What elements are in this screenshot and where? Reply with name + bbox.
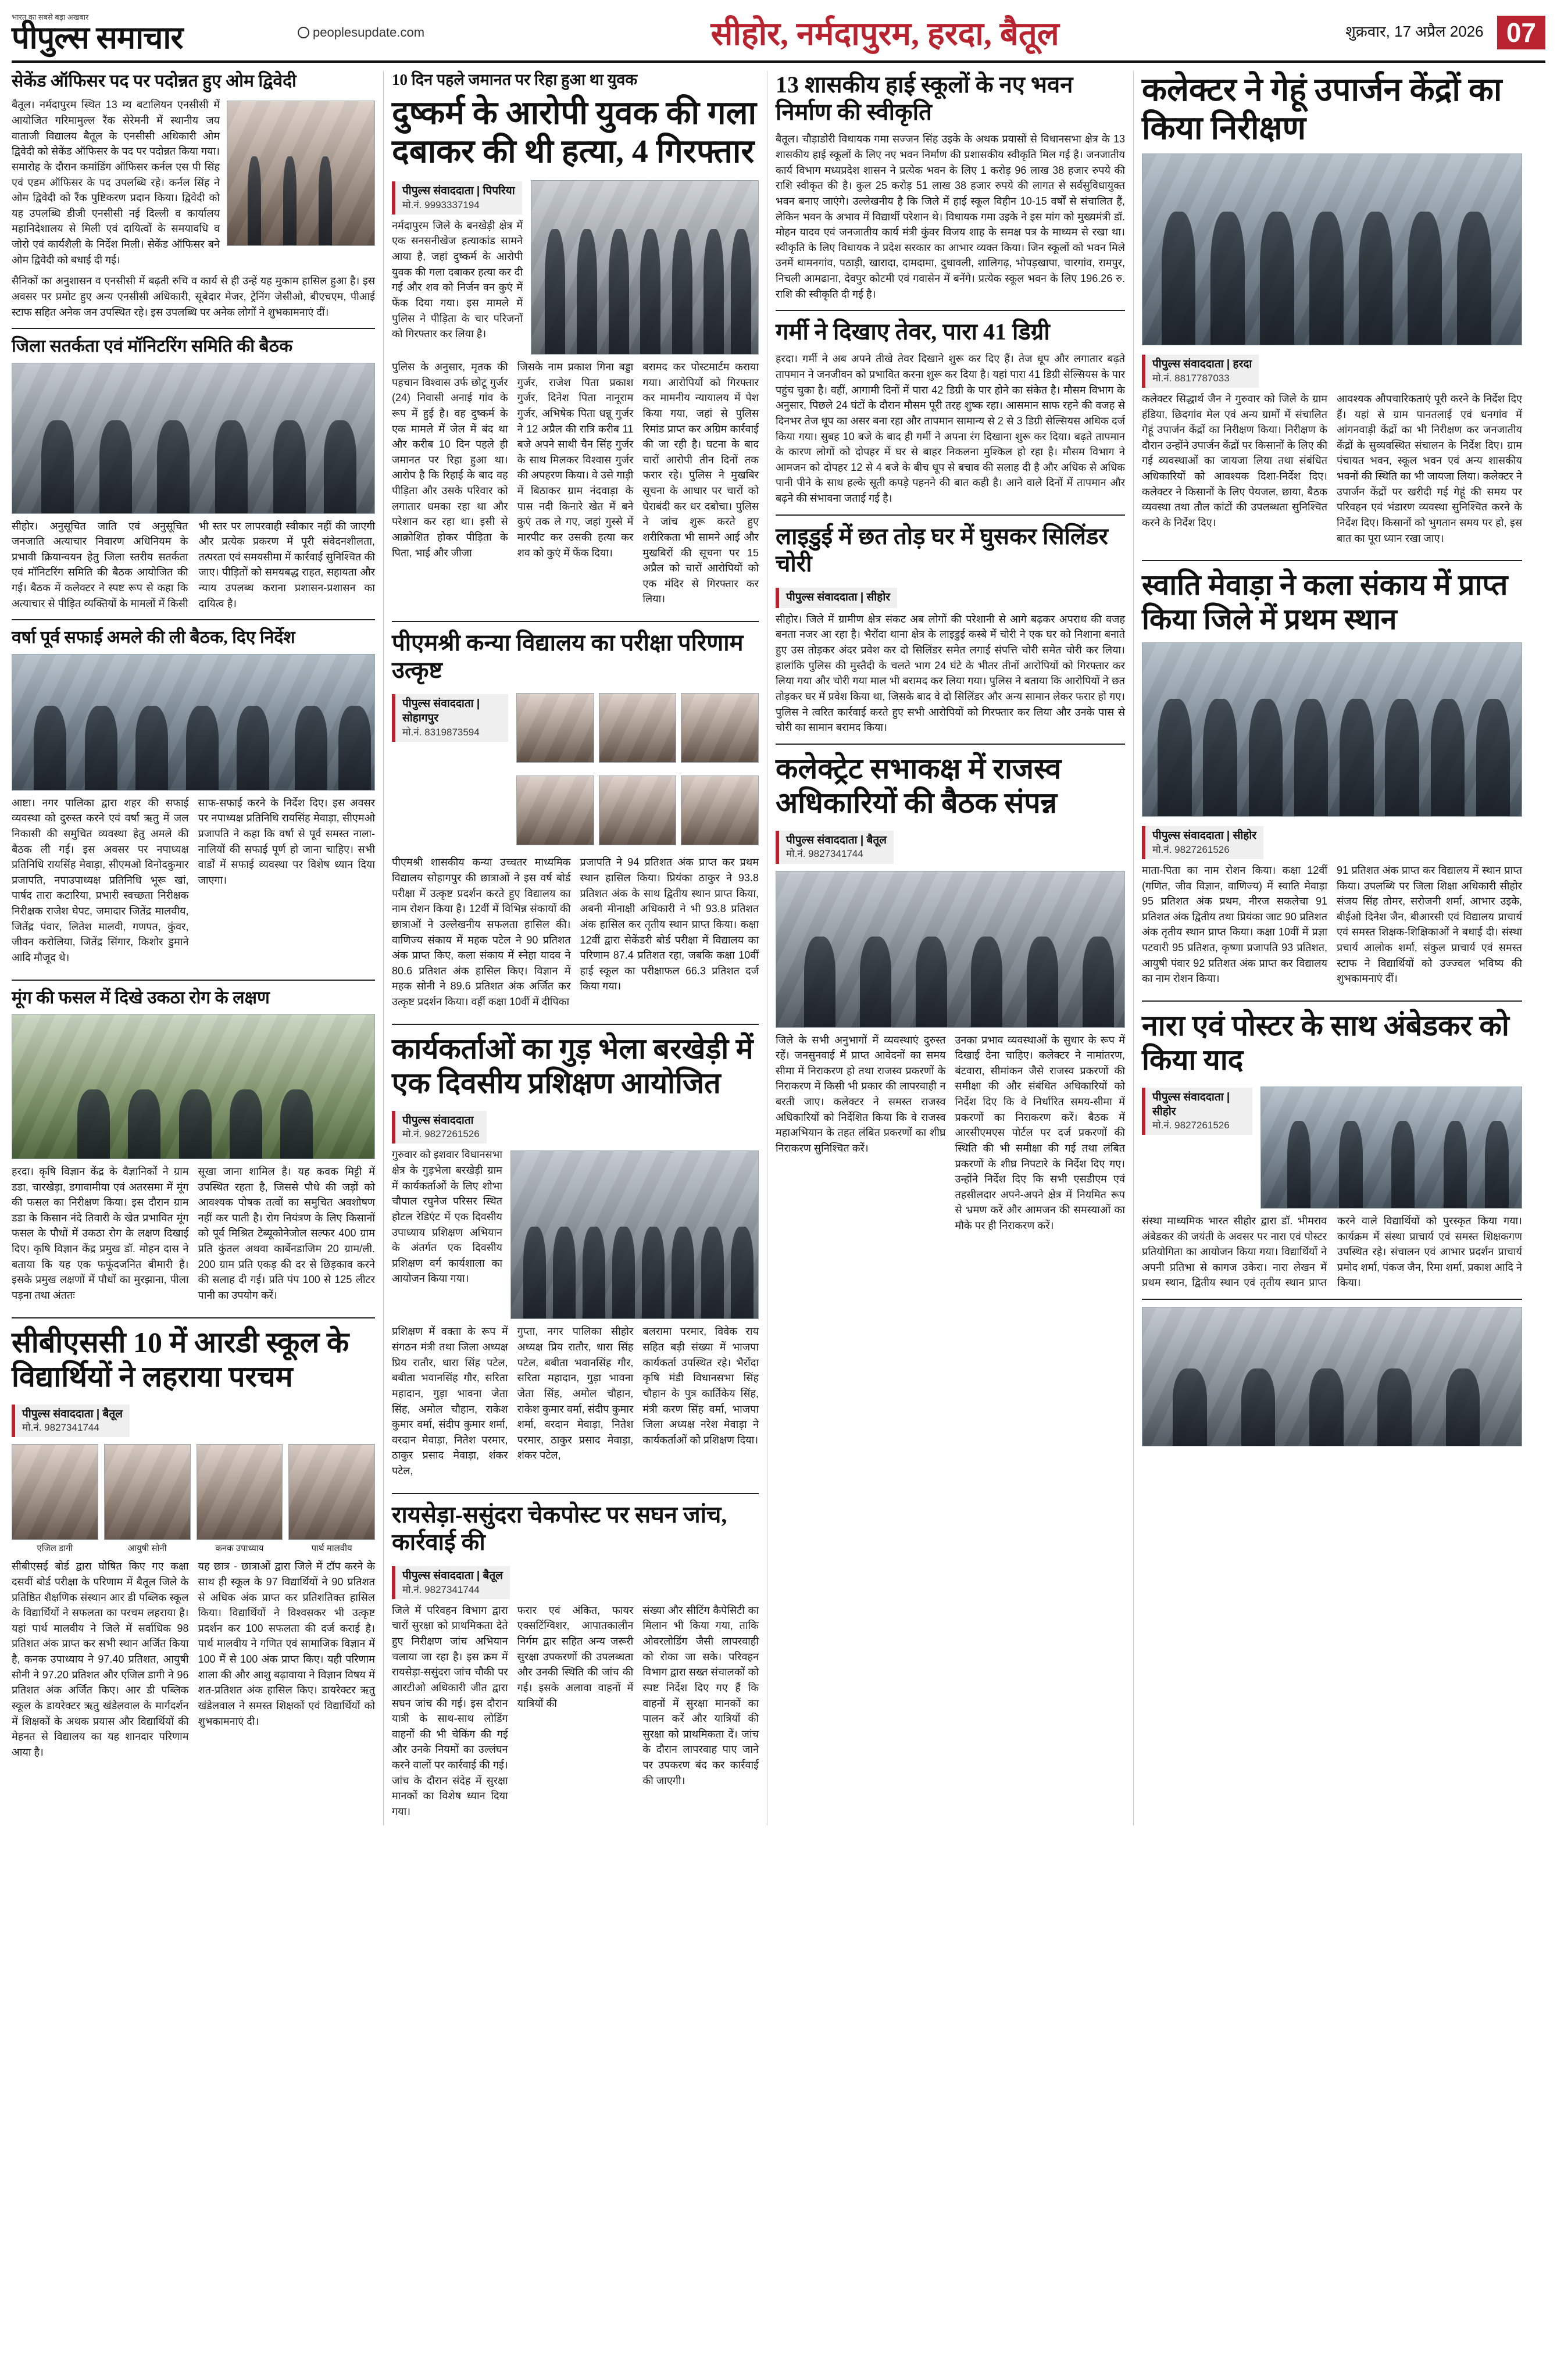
photo-figures bbox=[227, 156, 374, 246]
article-body-2: आवश्यक औपचारिकताएं पूरी करने के निर्देश दिए हैं। यहां से ग्राम पानतलाई एवं धनगांव में आंगनवाड़ी केंद्रों का भी निरीक्षण कर जनजातीय केंद्रों के सुव्यवस्थित संचालन के निर्देश दिए। ग्राम पंचायत भवन, स्कूल भवन एवं अन्य शासकीय भवनों की स्थिति का भी जायजा लिया। कलेक्टर ने उपार्जन केंद्रों पर खरीदी गई गेहूं की समय पर परिवहन एवं भंडारण व्यवस्था सुनिश्चित करने के निर्देश दिए। किसानों को भुगतान समय पर हो, इस बात का पूरा ध्यान रखा जाए। bbox=[1337, 392, 1522, 544]
headline: लाइडुई में छत तोड़ घर में घुसकर सिलिंडर चोरी bbox=[776, 523, 1108, 577]
article-body: सीहोर। अनुसूचित जाति एवं अनुसूचित जनजाति अत्याचार निवारण अधिनियम के प्रभावी क्रियान्वयन हेतु जिला स्तरीय सतर्कता एवं मॉनिटरिंग समिति की बैठक आयोजित की गई। बैठक में कलेक्टर ने स्पष्ट रूप से कहा कि अत्याचार से पीड़ित व्यक्तियों के मामलों में किसी भी स्तर पर लापरवाही स्वीकार नहीं की जाएगी और प्रत्येक प्रकरण में पूरी संवेदनशीलता, तत्परता एवं समयसीमा में कार्रवाई सुनिश्चित की जाए। पीड़ितों को समयबद्ध राहत, सहायता और न्याय उपलब्ध कराना प्रशासन-प्रशासन का दायित्व है। bbox=[12, 520, 375, 609]
article-body-2: उनका प्रभाव व्यवस्थाओं के सुधार के रूप में दिखाई देना चाहिए। कलेक्टर ने नामांतरण, बंटवारा, सीमांकन जैसे राजस्व प्रकरणों की समीक्षा की और संबंधित अधिकारियों को निर्देश दिए कि वे निर्धारित समय-सीमा में प्रकरणों का निराकरण करें। बैठक में आरसीएमएस पोर्टल पर दर्ज प्रकरणों की स्थिति की भी समीक्षा की गई तथा लंबित प्रकरणों के शीघ्र निपटारे के निर्देश दिए गए। उन्होंने निर्देश दिए कि सभी एसडीएम एवं तहसीलदार अपने-अपने क्षेत्र में नियमित रूप से भ्रमण करें और आमजन की समस्याओं का मौके पर ही निराकरण करें। bbox=[955, 1034, 1125, 1232]
site-url[interactable] bbox=[298, 25, 424, 40]
divider bbox=[12, 980, 375, 981]
byline bbox=[12, 1405, 130, 1438]
article-photo bbox=[510, 1150, 759, 1319]
article-body-2: 91 प्रतिशत अंक प्राप्त कर विद्यालय में स्थान प्राप्त किया। उपलब्धि पर जिला शिक्षा अधिकारी सीहोर संजय सिंह तोमर, सरोजनी शर्मा, आभार उइके, बीईओ दिनेश जैन, बीआरसी एवं विद्यालय प्राचार्य एवं समस्त शिक्षक-शिक्षिकाओं ने बधाई दी। संस्था प्रचार्य आलोक शर्मा, संकुल प्राचार्य एवं समस्त स्टाफ ने विद्यार्थियों को उज्ज्वल भविष्य की शुभकामनाएं दीं। bbox=[1337, 864, 1522, 985]
byline bbox=[1142, 355, 1259, 388]
photo-figures bbox=[1142, 699, 1522, 817]
headline: कलेक्टर ने गेहूं उपार्जन केंद्रों का किया निरीक्षण bbox=[1142, 72, 1502, 147]
article-school-buildings bbox=[776, 71, 1125, 302]
headline: गर्मी ने दिखाए तेवर, पारा 41 डिग्री bbox=[776, 319, 1050, 345]
article-revenue-officers-meeting bbox=[776, 752, 1125, 1239]
article-body: कलेक्टर सिद्धार्थ जैन ने गुरुवार को जिले के ग्राम हंडिया, छिदगांव मेल एवं अन्य ग्रामों में संचालित गेहूं उपार्जन केंद्रों का निरीक्षण किया। निरीक्षण के दौरान उन्होंने उपार्जन केंद्रों पर किसानों के लिए की गई व्यवस्थाओं का जायजा लिया तथा संबंधित अधिकारियों को आवश्यक दिशा-निर्देश दिए। कलेक्टर ने किसानों के लिए पेयजल, छाया, बैठक व्यवस्था तथा तौल कांटों की उपलब्धता सुनिश्चित करने के निर्देश दिए। bbox=[1142, 392, 1327, 528]
student-photo bbox=[104, 1444, 191, 1540]
byline bbox=[392, 1111, 487, 1144]
article-body-2: प्रजापति ने 94 प्रतिशत अंक प्राप्त कर प्रथम स्थान हासिल किया। प्रियंका ठाकुर ने 93.8 प्रतिशत अंक के साथ द्वितीय स्थान प्राप्त किया, अबनी मीनाक्षी अधिकारी ने भी 93.8 प्रतिशत अंक हासिल कर तृतीय स्थान प्राप्त किया। कक्षा 12वीं द्वारा सेकेंडरी बोर्ड परीक्षा में विद्यालय का परिणाम 87.4 प्रतिशत रहा, जबकि कक्षा 10वीं हाई स्कूल का परीक्षाफल 66.3 प्रतिशत दर्ज किया गया। bbox=[580, 856, 759, 992]
article-checkpost-inspection bbox=[392, 1501, 759, 1825]
logo-tagline: भारत का सबसे बड़ा अखबार bbox=[12, 13, 89, 22]
divider bbox=[12, 619, 375, 620]
photo-figures bbox=[776, 937, 1124, 1027]
article-photo bbox=[12, 654, 375, 791]
byline-mobile: मो.नं. 9827341744 bbox=[402, 1584, 480, 1595]
headline: स्वाति मेवाड़ा ने कला संकाय में प्राप्त किया जिले में प्रथम स्थान bbox=[1142, 569, 1508, 636]
byline-mobile: मो.नं. 9827261526 bbox=[1152, 1120, 1230, 1131]
kicker: 10 दिन पहले जमानत पर रिहा हुआ था युवक bbox=[392, 71, 638, 88]
byline bbox=[1142, 826, 1263, 859]
divider bbox=[12, 1317, 375, 1318]
article-photo bbox=[531, 180, 759, 355]
publish-date: शुक्रवार, 17 अप्रैल 2026 bbox=[1345, 22, 1484, 40]
byline-text: पीपुल्स संवाददाता | सीहोर bbox=[1152, 1091, 1230, 1118]
student-photo bbox=[681, 776, 759, 845]
article-cbse-rd-school bbox=[12, 1325, 375, 1766]
article-moong-crop bbox=[12, 988, 375, 1309]
byline-text: पीपुल्स संवाददाता | बैतूल bbox=[22, 1407, 123, 1420]
student-name: पार्थ मालवीय bbox=[311, 1543, 352, 1554]
byline-mobile: मो.नं. 9993337194 bbox=[402, 199, 480, 210]
article-heatwave bbox=[776, 318, 1125, 506]
article-photo bbox=[1142, 642, 1522, 817]
globe-icon bbox=[298, 27, 309, 38]
article-body-3: संख्या और सीटिंग कैपेसिटी का मिलान भी किया गया, ताकि ओवरलोडिंग जैसी लापरवाही को रोका जा सके। परिवहन विभाग द्वारा सख्त संचालकों को स्पष्ट निर्देश दिए गए हैं कि वाहनों में सुरक्षा मानकों का पालन करें और यात्रियों की सुरक्षा को प्राथमिकता दें। जांच के दौरान लापरवाह पाए जाने पर उपकरण बंद कर कार्रवाई की जाएगी। bbox=[642, 1604, 759, 1786]
article-body-3: गुप्ता, नगर पालिका सीहोर अध्यक्ष प्रिय रातौर, धारा सिंह पटेल, बबीता भवानसिंह गौर, सरिता महादान, गुड़ा भावना जेता सिंह, अमोल चौहान, राकेश कुमार वर्मा, संदीप कुमार शर्मा, वरदान मेवाड़ा, नितेश परमार, ठाकुर प्रसाद मेवाड़ा, शंकर पटेल, bbox=[517, 1325, 634, 1461]
article-body: जिले के सभी अनुभागों में व्यवस्थाएं दुरुस्त रहें। जनसुनवाई में प्राप्त आवेदनों का समय सीमा में निराकरण हो तथा राजस्व प्रकरणों के निराकरण में किसी भी प्रकार की लापरवाही न बरती जाए। कलेक्टर ने समस्त राजस्व अधिकारियों को निर्देशित किया कि वे राजस्व महाअभियान के तहत लंबित प्रकरणों का शीघ्र निराकरण सुनिश्चित करें। bbox=[776, 1034, 946, 1154]
byline bbox=[776, 831, 894, 864]
article-cleaning-meeting bbox=[12, 627, 375, 971]
byline-mobile: मो.नं. 9827261526 bbox=[402, 1128, 480, 1140]
headline: सीबीएससी 10 में आरडी स्कूल के विद्यार्थियों ने लहराया परचम bbox=[12, 1325, 349, 1393]
byline-mobile: मो.नं. 8817787033 bbox=[1152, 372, 1230, 384]
article-second-officer bbox=[12, 71, 375, 320]
byline bbox=[1142, 1088, 1252, 1135]
article-photo bbox=[12, 363, 375, 514]
byline-text: पीपुल्स संवाददाता | हरदा bbox=[1152, 358, 1252, 371]
edition-title: सीहोर, नर्मदापुरम, हरदा, बैतूल bbox=[710, 16, 1059, 52]
article-murder-case bbox=[392, 71, 759, 613]
byline-text: पीपुल्स संवाददाता | सीहोर bbox=[786, 591, 891, 604]
article-swati-mewada-topper bbox=[1142, 568, 1522, 992]
student-photo bbox=[288, 1444, 375, 1540]
article-body: सीबीएसई बोर्ड द्वारा घोषित किए गए कक्षा दसवीं बोर्ड परीक्षा के परिणाम में बैतूल जिले के प्रतिष्ठित शैक्षणिक संस्थान आर डी पब्लिक स्कूल के विद्यार्थियों ने सफलता का परचम लहराया है। यहां पार्थ मालवीय ने जिले में सर्वाधिक 98 प्रतिशत अंक प्राप्त कर सभी स्थान अर्जित किया है, कनक उपाध्याय ने 97.40 प्रतिशत, आयुषी सोनी ने 97.20 प्रतिशत और एजिल डागी ने 96 प्रतिशत अंक अर्जित किए। आर डी पब्लिक स्कूल के डायरेक्टर ऋतु खंडेलवाल के मार्गदर्शन में शिक्षकों के अथक प्रयास और विद्यार्थियों की मेहनत से विद्यालय का यह शानदार परिणाम आया है। bbox=[12, 1560, 189, 1758]
article-body-3: जिसके नाम प्रकाश गिना बड्डा गुर्जर, राजेश पिता प्रकाश गुर्जर, दिनेश पिता नानूराम गुर्जर, अभिषेक पिता धन्नू गुर्जर ने 12 अप्रैल की रात्रि करीब 11 बजे अपने साथी चैन सिंह गुर्जर के साथ मिलकर विश्वास गुर्जर की अपहरण किया। वे उसे गाड़ी में बिठाकर ग्राम नंदवाड़ा के पास नदी किनारे खेत में बने कुएं तक ले गए, जहां गुस्से में मारपीट कर उसकी हत्या कर शव को कुएं में फेंक दिया। bbox=[517, 361, 634, 559]
headline: 13 शासकीय हाई स्कूलों के नए भवन निर्माण की स्वीकृति bbox=[776, 72, 1073, 126]
divider bbox=[1142, 1000, 1522, 1002]
byline-mobile: मो.नं. 8319873594 bbox=[402, 726, 480, 738]
photo-figures bbox=[531, 229, 758, 354]
column-2 bbox=[384, 71, 767, 1825]
article-body-2: प्रशिक्षण में वक्ता के रूप में संगठन मंत्री तथा जिला अध्यक्ष प्रिय रातौर, धारा सिंह पटेल, बबीता भवानसिंह गौर, सरिता महादान, गुड़ा भावना जेता सिंह, अमोल चौहान, राकेश कुमार वर्मा, संदीप कुमार शर्मा, वरदान मेवाड़ा, नितेश परमार, ठाकुर प्रसाद मेवाड़ा, शंकर पटेल, bbox=[392, 1325, 508, 1477]
photo-figures bbox=[1142, 1368, 1522, 1446]
divider bbox=[776, 514, 1125, 516]
site-url-text: peoplesupdate.com bbox=[313, 25, 425, 40]
byline-mobile: मो.नं. 9827341744 bbox=[786, 848, 863, 860]
byline bbox=[392, 1566, 510, 1599]
date-block bbox=[1345, 16, 1545, 49]
column-4 bbox=[1134, 71, 1522, 1825]
masthead bbox=[12, 10, 1545, 63]
student-name: आयुषी सोनी bbox=[127, 1543, 167, 1554]
content-grid bbox=[12, 71, 1545, 1825]
divider bbox=[1142, 560, 1522, 561]
page-number: 07 bbox=[1497, 16, 1545, 49]
article-body: माता-पिता का नाम रोशन किया। कक्षा 12वीं (गणित, जीव विज्ञान, वाणिज्य) में स्वाति मेवाड़ा 95 प्रतिशत अंक प्रथम, नीरज सकलेचा 91 प्रतिशत अंक द्वितीय तथा प्रियंका जाट 90 प्रतिशत अंक तृतीय स्थान प्राप्त किया। कक्षा 10वीं में प्रज्ञा पटवारी 95 प्रतिशत, कृष्णा प्रजापति 93 प्रतिशत, आयुषी पंवार 92 प्रतिशत अंक प्राप्त कर विद्यालय का नाम रोशन किया। bbox=[1142, 864, 1327, 985]
headline: मूंग की फसल में दिखे उकठा रोग के लक्षण bbox=[12, 988, 270, 1007]
article-photo bbox=[1260, 1087, 1522, 1209]
divider bbox=[392, 621, 759, 622]
headline: कार्यकर्ताओं का गुड़ भेला बरखेड़ी में एक दिवसीय प्रशिक्षण आयोजित bbox=[392, 1032, 753, 1099]
byline bbox=[392, 694, 508, 741]
byline-mobile: मो.नं. 9827261526 bbox=[1152, 844, 1230, 855]
article-collector-wheat-centers bbox=[1142, 71, 1522, 552]
student-photo bbox=[681, 693, 759, 763]
article-body: बैतूल। नर्मदापुरम स्थित 13 म्य बटालियन एनसीसी में आयोजित गरिमामुल्ल रैंक सेरेमनी में स्थानीय जय वाताजी विद्यालय बैतूल के एनसीसी अधिकारी ओम द्विवेदी को सेकेंड ऑफिसर के पद पर पदोन्नत किया गया। समारोह के दौरान कमांडिंग ऑफिसर कर्नल एस पी सिंह एवं एडम ऑफिसर के पद उपलब्धि रहे। कर्नल सिंह ने ओम द्विवेदी को रैंक पुष्टिकरण प्रदान किया। द्विवेदी को यह उपलब्धि डीजी एनसीसी नई दिल्ली व कार्यालय महानिदेशालय से मिली एवं दायित्वों के समयावधि व जोरो एवं कार्यशैली के निर्देश मिली। सेकेंड ऑफिसर बने ओम द्विवेदी को बधाई दी गई। bbox=[12, 99, 220, 266]
article-body: आष्टा। नगर पालिका द्वारा शहर की सफाई व्यवस्था को दुरुस्त करने एवं वर्षा ऋतु में जल निकासी की समुचित व्यवस्था हेतु अमले की बैठक ली गई। इस अवसर पर नपाध्यक्ष प्रतिनिधि रायसिंह मेवाड़ा, सीएमओ विनोदकुमार प्रजापति, नपाउपाध्यक्ष प्रतिनिधि भूरू खां, पार्षद तारा कटारिया, प्रभारी स्वच्छता निरीक्षक निरीक्षक राजेश घेपट, जमादार जितेंद्र मालवीय, जितेंद्र पंवार, लितेश मालवी, गणपत, कुंवर, जीवन करोलिया, जितेंद्र सिंगार, किशोर डुमाने आदि मौजूद थे। bbox=[12, 796, 189, 963]
byline-text: पीपुल्स संवाददाता | बैतूल bbox=[402, 1570, 503, 1582]
article-cylinder-theft bbox=[776, 523, 1125, 735]
article-photo bbox=[12, 1014, 375, 1159]
article-body: हरदा। गर्मी ने अब अपने तीखे तेवर दिखाने शुरू कर दिए हैं। तेज धूप और लगातार बढ़ते तापमान ने जनजीवन को प्रभावित करना शुरू कर दिया है। यहां पारा 41 डिग्री सेल्सियस के पार पहुंच चुका है। वहीं, आगामी दिनों में पारा 42 डिग्री के पार होने का संकेत है। मौसम विभाग के अनुसार, पिछले 24 घंटों के दौरान मौसम पूरी तरह शुष्क रहा। आसमान साफ रहने की वजह से दिनभर तेज धूप का असर बना रहा और तापमान सामान्य से 2 से 3 डिग्री सेल्सियस अधिक दर्ज किया गया। सुबह 10 बजे के बाद ही गर्मी ने अपना रंग दिखाना शुरू कर दिया। बढ़ते तापमान के कारण लोगों को दोपहर में घर से बाहर निकलना मुश्किल हो रहा है। मौसम विभाग ने आमजन को दोपहर 12 से 4 बजे के बीच धूप से बचाव की सलाह दी है और अधिक से अधिक पानी पीने के साथ हल्के सूती कपड़े पहनने की बात कही है। आने वाले दिनों में तापमान और बढ़ने की संभावना जताई गई है। bbox=[776, 353, 1125, 505]
logo-title: पीपुल्स समाचार bbox=[12, 20, 183, 55]
article-body-2: पुलिस के अनुसार, मृतक की पहचान विश्वास उर्फ छोटू गुर्जर (24) निवासी अनाई गांव के रूप में हुई है। वह दुष्कर्म के एक मामले में जेल में बंद था और करीब 10 दिन पहले ही जमानत पर रिहा हुआ था। आरोप है कि रिहाई के बाद वह पीड़िता और उसके परिवार को लगातार धमका रहा था और परेशान कर रहा था। इसी से आक्रोशित होकर पीड़िता के पिता, भाई और जीजा bbox=[392, 361, 508, 559]
photo-figures bbox=[12, 706, 374, 789]
article-pmshri-girls-school bbox=[392, 629, 759, 1016]
student-name: कनक उपाध्याय bbox=[215, 1543, 264, 1554]
byline-text: पीपुल्स संवाददाता | पिपरिया bbox=[402, 185, 515, 198]
article-vigilance-meeting bbox=[12, 336, 375, 611]
photo-figures bbox=[12, 1089, 374, 1159]
headline: दुष्कर्म के आरोपी युवक की गला दबाकर की थी हत्या, 4 गिरफ्तार bbox=[392, 95, 756, 170]
article-body: बैतूल। चौड़ाडोरी विधायक गमा सज्जन सिंह उइके के अथक प्रयासों से विधानसभा क्षेत्र के 13 शासकीय हाई स्कूलों के लिए नए भवन निर्माण की प्रशासकीय स्वीकृति मिल गई है। जनजातीय कार्य विभाग मध्यप्रदेश शासन ने प्रत्येक भवन के लिए 1 करोड़ 96 लाख 38 हजार रुपये की राशि स्वीकृत की है। कुल 25 करोड़ 51 लाख 38 हजार रुपये की लागत से सर्वसुविधायुक्त भवन बनाए जाएंगे। उल्लेखनीय है कि जिले में हाई स्कूल विहीन 10-15 वर्षों से संचालित हैं, लेकिन भवन के अभाव में विद्यार्थी परेशान थे। विधायक गमा उइके ने इस मांग को मुख्यमंत्री डॉ. मोहन यादव एवं जनजातीय कार्य मंत्री कुंवर विजय शाह के समक्ष पत्र के माध्यम से रखा था। स्वीकृति के लिए विधायक ने प्रदेश सरकार का आभार व्यक्त किया। जिन स्कूलों को भवन मिले उनमें धामनगांव, पठाड़ी, खारादा, दामदामा, दुधावली, शालिगढ़, भोपड़खापा, चारगांव, रामपुर, निचली आमढाना, देवपुर कोटमी एवं गवासेन में बनेंगे। प्रत्येक स्कूल भवन के लिए 196.26 रु. राशि की स्वीकृति दी गई है। bbox=[776, 133, 1125, 300]
newspaper-logo bbox=[12, 12, 285, 53]
article-photo bbox=[1142, 1307, 1522, 1446]
byline-text: पीपुल्स संवाददाता | सीहोर bbox=[1152, 830, 1257, 842]
byline bbox=[392, 181, 522, 215]
divider bbox=[776, 744, 1125, 745]
divider bbox=[12, 328, 375, 329]
article-body-2: सैनिकों का अनुशासन व एनसीसी में बढ़ती रुचि व कार्य से ही उन्हें यह मुकाम हासिल हुआ है। इस अवसर पर प्रमोट हुए अन्य एनसीसी अधिकारी, सूबेदार मेजर, ट्रेनिंग जेसीओ, बीएचएम, पीआई स्टाफ सहित अनेक जन उपस्थित रहे। इस उपलब्धि पर अनेक लोगों ने शुभकामनाएं दीं। bbox=[12, 275, 375, 318]
article-ambedkar-poster bbox=[1142, 1009, 1522, 1291]
divider bbox=[1142, 1299, 1522, 1300]
article-body: सीहोर। जिले में ग्रामीण क्षेत्र संकट अब लोगों की परेशानी से आगे बढ़कर अपराध की वजह बनता नजर आ रहा है। भैरोंदा थाना क्षेत्र के लाइडुई कस्बे में चोरी ने एक घर को निशाना बनाते हुए उस तोड़कर अंदर प्रवेश कर दो सिलिंडर समेत लगाई संपत्ति चोरी समेत चोरी कर लिया। हालांकि पुलिस की मुस्तैदी के चलते भाग 24 घंटे के भीतर तीनों आरोपियों को गिरफ्तार कर लिया गया और चोरी गया माल भी बरामद कर लिया गया। पुलिस ने बताया कि आरोपियों ने छत तोड़कर घर में प्रवेश किया था, जिसके बाद वे दो सिलिंडर और अन्य सामान लेकर फरार हो गए। पुलिस ने त्वरित कार्रवाई करते हुए सभी आरोपियों को गिरफ्तार कर लिया और उनके पास से चोरी का सामान बरामद किया। bbox=[776, 613, 1125, 734]
student-portraits bbox=[12, 1441, 375, 1559]
article-body-2: सूखा जाना शामिल है। यह कवक मिट्टी में उपस्थित रहता है, जिससे पौधे की जड़ों को आवश्यक पोषक तत्वों का समुचित अवशोषण नहीं कर पाती है। रोग नियंत्रण के लिए किसानों को पूर्व मिश्रित टेब्यूकोनेजोल सल्फर 400 ग्राम प्रति कुंतल अथवा कार्बेनडाजिम 20 ग्राम/ली. 200 ग्राम प्रति एकड़ की दर से छिड़काव करने की सलाह दी गई। प्रति पंप 100 से 125 लीटर पानी का उपयोग करें। bbox=[198, 1165, 375, 1301]
article-body-2: साफ-सफाई करने के निर्देश दिए। इस अवसर पर नपाध्यक्ष प्रतिनिधि रायसिंह मेवाड़ा, सीएमओ प्रजापति ने कहा कि वर्षा से पूर्व समस्त नाला-नालियों की सफाई पूर्ण हो जाना चाहिए। सभी वार्डों में सफाई व्यवस्था पर विशेष ध्यान दिया जाएगा। bbox=[198, 796, 375, 886]
headline: वर्षा पूर्व सफाई अमले की ली बैठक, दिए निर्देश bbox=[12, 628, 295, 648]
article-body-4: बरामद कर पोस्टमार्टम कराया गया। आरोपियों को गिरफ्तार कर मामनीय न्यायालय में पेश किया गया, जहां से पुलिस रिमांड प्राप्त कर अग्रिम कार्रवाई की जा रही है। घटना के बाद चारों आरोपी तीन दिनों तक फरार रहे। पुलिस ने मुखबिर सूचना के आधार पर चारों को घेराबंदी कर धर दबोचा। पुलिस ने जांच शुरू करते हुए शरीरिकता भी सामने आई और मुखबिरों की सूचना पर 15 अप्रैल को चारों आरोपियों को एक मंदिर से गिरफ्तार कर लिया। bbox=[642, 361, 759, 605]
byline-mobile: मो.नं. 9827341744 bbox=[22, 1422, 99, 1434]
photo-figures bbox=[1142, 212, 1522, 345]
student-photo bbox=[599, 776, 677, 845]
divider bbox=[392, 1493, 759, 1494]
article-body-4: बलरामा परमार, विवेक राय सहित बड़ी संख्या में भाजपा कार्यकर्ता उपस्थित रहे। भैरोंदा कृषि मंडी विधानसभा सिंह चौहान के पुत्र कार्तिकेय सिंह, मंत्री करण सिंह वर्मा, भाजपा जिला अध्यक्ष नरेश मेवाड़ा ने कार्यकर्ताओं को प्रशिक्षण दिया। bbox=[642, 1325, 759, 1446]
article-photo bbox=[776, 871, 1125, 1028]
student-photo bbox=[197, 1444, 283, 1540]
article-collectorate-revenue bbox=[1142, 1307, 1522, 1446]
article-body: हरदा। कृषि विज्ञान केंद्र के वैज्ञानिकों ने ग्राम डडा, चारखेड़ा, डगावामीया एवं अतरसमा में मूंग की फसल का निरीक्षण किया। इस दौरान ग्राम डडा के किसान नंदे तिवारी के खेत प्रभावित मूंग फसल के पौधों में उकठा रोग के लक्षण दिखाई दिए। कृषि विज्ञान केंद्र प्रमुख डॉ. मोहन दास ने बताया कि यह एक फफूंदजनित बीमारी है। इसके प्रमुख लक्षणों में पौधों का मुरझाना, पीला पड़ना तथा अंततः bbox=[12, 1165, 189, 1301]
photo-figures bbox=[1261, 1121, 1522, 1208]
article-body: गुरुवार को इशवार विधानसभा क्षेत्र के गुड़भेला बरखेड़ी ग्राम में कार्यकर्ताओं के लिए शोभा चौपाल रघुनेज परिसर स्थित होटल रेडिएंट में एक दिवसीय उपाध्याय प्रशिक्षण अभियान के अंतर्गत एक दिवसीय प्रशिक्षण वर्ग कार्यशाला का आयोजन किया गया। bbox=[392, 1149, 502, 1285]
article-training-program bbox=[392, 1032, 759, 1485]
student-photo bbox=[516, 776, 594, 845]
photo-figures bbox=[12, 420, 374, 513]
column-3 bbox=[767, 71, 1134, 1825]
article-body: नर्मदापुरम जिले के बनखेड़ी क्षेत्र में एक सनसनीखेज हत्याकांड सामने आया है, जहां दुष्कर्म के आरोपी युवक की गला दबाकर हत्या कर दी गई और शव को निर्जन वन कुएं में फेंक दिया गया। इस मामले में पुलिस ने पीड़िता के चार परिजनों को गिरफ्तार कर लिया है। bbox=[392, 219, 523, 340]
headline: कलेक्ट्रेट सभाकक्ष में राजस्व अधिकारियों की बैठक संपन्न bbox=[776, 752, 1062, 819]
article-body-2: यह छात्र - छात्राओं द्वारा जिले में टॉप करने के साथ ही स्कूल के 97 विद्यार्थियों ने 90 प्रतिशत से अधिक अंक प्राप्त कर प्रतिशतिक्त हासिल किया। विद्यार्थियों ने विश्वसकर भी उत्कृष्ट प्रदर्शन कर 100 सफलता की दर्ज कराई है। पार्थ मालवीय ने गणित एवं सामाजिक विज्ञान में 100 में से 100 अंक प्राप्त किए। यही परिणाम शाला की और आशु बढ़ावाया ने विज्ञान विषय में शत-प्रतिशत अंक हासिल किए। डायरेक्टर ऋतु खंडेलवाल ने समस्त शिक्षकों एवं विद्यार्थियों को शुभकामनाएं दी। bbox=[198, 1560, 375, 1727]
article-body: जिले में परिवहन विभाग द्वारा चारों सुरक्षा को प्राथमिकता देते हुए निरीक्षण जांच अभियान चलाया जा रहा है। इस क्रम में रायसेड़ा-ससुंदरा जांच चौकी पर आरटीओ अधिकारी जीत द्वारा सघन जांच की गई। इस दौरान यात्री के साथ-साथ लोडिंग वाहनों की भी चेकिंग की गई और उनके नियमों का उल्लंघन करने वालों पर कार्रवाई की गई। जांच के दौरान संदेह में सुरक्षा मानकों का विशेष ध्यान दिया गया। bbox=[392, 1604, 508, 1817]
divider bbox=[392, 1024, 759, 1025]
article-body: संस्था माध्यमिक भारत सीहोर द्वारा डॉ. भीमराव अंबेडकर की जयंती के अवसर पर नारा एवं पोस्टर प्रतियोगिता का आयोजन किया गया। विद्यार्थियों ने अपनी प्रतिभा से कागज उकेरा। नारा लेखन में प्रथम स्थान, द्वितीय स्थान एवं तृतीय स्थान प्राप्त करने वाले विद्यार्थियों को पुरस्कृत किया गया। कार्यक्रम में संस्था प्राचार्य एवं समस्त शिक्षकगण उपस्थित रहे। संचालन एवं आभार प्रदर्शन प्राचार्य प्रमोद शर्मा, पंकज जैन, रिमा शर्मा, प्रकाश आदि ने किया। bbox=[1142, 1214, 1522, 1289]
article-photo bbox=[227, 101, 375, 246]
student-photo bbox=[516, 693, 594, 763]
headline: नारा एवं पोस्टर के साथ अंबेडकर को किया याद bbox=[1142, 1009, 1509, 1076]
column-1 bbox=[12, 71, 384, 1825]
byline-text: पीपुल्स संवाददाता | सोहागपुर bbox=[402, 698, 480, 725]
student-photo bbox=[599, 693, 677, 763]
student-photo bbox=[12, 1444, 98, 1540]
article-photo bbox=[1142, 153, 1522, 345]
photo-figures bbox=[511, 1227, 758, 1318]
headline: पीएमश्री कन्या विद्यालय का परीक्षा परिणाम उत्कृष्ट bbox=[392, 630, 744, 684]
headline: रायसेड़ा-ससुंदरा चेकपोस्ट पर सघन जांच, कार्रवाई की bbox=[392, 1501, 727, 1555]
article-body: पीएमश्री शासकीय कन्या उच्चतर माध्यमिक विद्यालय सोहागपुर की छात्राओं ने इस वर्ष बोर्ड परीक्षा में उत्कृष्ट प्रदर्शन करते हुए विद्यालय का नाम रोशन किया है। 12वीं में विभिन्न संकायों की छात्राओं ने उल्लेखनीय सफलता हासिल की। वाणिज्य संकाय में महक पटेल ने 90 प्रतिशत अंक प्राप्त किए, कला संकाय में स्नेहा यादव ने 80.6 प्रतिशत अंक हासिल किए। विज्ञान में महक सोनी ने 89.6 प्रतिशत अंक अर्जित कर उत्कृष्ट प्रदर्शन किया। वहीं कक्षा 10वीं में दीपिका bbox=[392, 856, 571, 1008]
byline-text: पीपुल्स संवाददाता bbox=[402, 1114, 474, 1127]
headline: जिला सतर्कता एवं मॉनिटरिंग समिति की बैठक bbox=[12, 337, 293, 356]
byline-text: पीपुल्स संवाददाता | बैतूल bbox=[786, 834, 887, 846]
headline: सेकेंड ऑफिसर पद पर पदोन्नत हुए ओम द्विवेदी bbox=[12, 72, 297, 91]
student-name: एजिल डागी bbox=[37, 1543, 73, 1554]
byline bbox=[776, 588, 897, 608]
article-body-2: फरार एवं अंकित, फायर एक्सटिंग्विशर, आपातकालीन निर्गम द्वार सहित अन्य जरूरी सुरक्षा उपकरणों की उपलब्धता और उनकी स्थिति की जांच की गई। इसके अलावा वाहनों में यात्रियों की bbox=[517, 1604, 634, 1709]
divider bbox=[776, 310, 1125, 311]
